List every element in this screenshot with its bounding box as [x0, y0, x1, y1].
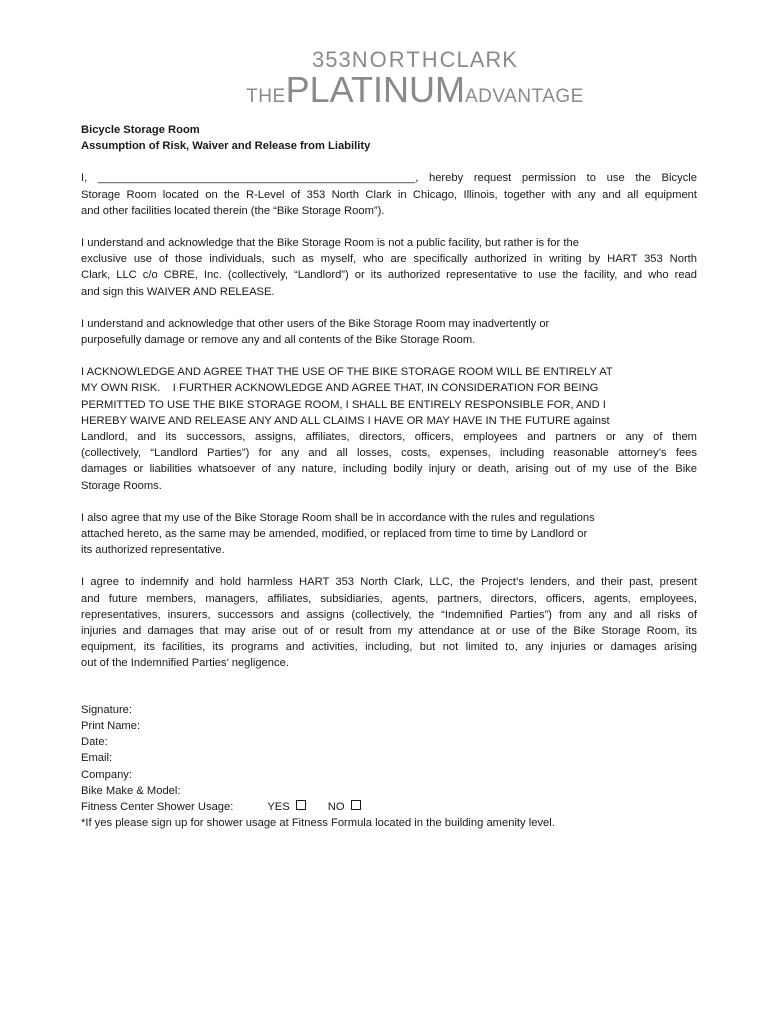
- shower-usage-label: Fitness Center Shower Usage:: [81, 800, 234, 813]
- paragraph-not-public: [81, 235, 697, 300]
- bike-make-model-field[interactable]: Bike Make & Model:: [81, 784, 181, 797]
- paragraph-indemnify: [81, 574, 697, 671]
- text-line: I, ___________________________________________________, hereby request permission to use the Bicycle: [81, 172, 697, 185]
- yes-label: YES: [267, 800, 290, 813]
- logo-the: THE: [246, 86, 286, 107]
- text-line: and sign this WAIVER AND RELEASE.: [81, 285, 275, 298]
- paragraph-rules: [81, 510, 697, 559]
- no-checkbox[interactable]: [351, 800, 361, 810]
- title-line-2: Assumption of Risk, Waiver and Release from Liability: [81, 140, 371, 153]
- text-line: out of the Indemnified Parties’ negligence.: [81, 657, 289, 670]
- text-line: representatives, insurers, successors and assigns (collectively, the “Indemnified Parties”) from any and all risks of: [81, 608, 697, 621]
- text-line: I also agree that my use of the Bike Storage Room shall be in accordance with the rules and regulations: [81, 511, 595, 524]
- signature-block: [81, 702, 697, 832]
- title-line-1: Bicycle Storage Room: [81, 124, 200, 136]
- company-field[interactable]: Company:: [81, 768, 132, 781]
- paragraph-acknowledge-risk: [81, 364, 697, 494]
- text-line: MY OWN RISK. I FURTHER ACKNOWLEDGE AND AGREE THAT, IN CONSIDERATION FOR BEING: [81, 382, 599, 395]
- yes-checkbox[interactable]: [296, 800, 306, 810]
- print-name-field[interactable]: Print Name:: [81, 719, 141, 732]
- shower-usage-row: [81, 799, 697, 815]
- text-line: Storage Rooms.: [81, 479, 162, 492]
- logo-platinum: PLATINUM: [285, 69, 465, 110]
- document-title: [81, 122, 697, 154]
- text-line: (collectively, “Landlord Parties”) for any and all losses, costs, expenses, including reasonable attorney’s fees: [81, 447, 697, 460]
- text-line: attached hereto, as the same may be amended, modified, or replaced from time to time by Landlord or: [81, 528, 588, 541]
- text-line: Landlord, and its successors, assigns, affiliates, directors, officers, employees and partners or any of them: [81, 431, 697, 444]
- email-field[interactable]: Email:: [81, 752, 113, 765]
- waiver-document: [81, 122, 697, 831]
- text-line: I understand and acknowledge that other users of the Bike Storage Room may inadvertently or: [81, 317, 550, 330]
- logo-advantage: ADVANTAGE: [464, 86, 584, 107]
- text-line: its authorized representative.: [81, 544, 225, 557]
- paragraph-other-users: [81, 316, 697, 348]
- shower-note: *If yes please sign up for shower usage at Fitness Formula located in the building amenity level.: [81, 817, 555, 830]
- text-line: injuries and damages that may arise out of or result from my attendance at or use of the Bike Storage Room, its: [81, 625, 697, 638]
- text-line: damages or liabilities whatsoever of any nature, including bodily injury or death, arising out of my use of the Bike: [81, 463, 697, 476]
- text-line: I agree to indemnify and hold harmless HART 353 North Clark, LLC, the Project’s lenders, and their past, present: [81, 576, 697, 589]
- text-line: I ACKNOWLEDGE AND AGREE THAT THE USE OF THE BIKE STORAGE ROOM WILL BE ENTIRELY AT: [81, 366, 613, 379]
- signature-field[interactable]: Signature:: [81, 703, 132, 716]
- logo: [0, 48, 770, 116]
- logo-north: NORTH: [351, 47, 440, 72]
- text-line: Clark, LLC c/o CBRE, Inc. (collectively, “Landlord”) or its authorized representative to use the facility, and who read: [81, 269, 697, 282]
- text-line: exclusive use of those individuals, such as myself, who are specifically authorized in writing by HART 353 North: [81, 253, 697, 266]
- text-line: I understand and acknowledge that the Bike Storage Room is not a public facility, but rather is for the: [81, 237, 579, 250]
- no-label: NO: [327, 800, 345, 813]
- text-line: purposefully damage or remove any and all contents of the Bike Storage Room.: [81, 334, 476, 347]
- text-line: HEREBY WAIVE AND RELEASE ANY AND ALL CLAIMS I HAVE OR MAY HAVE IN THE FUTURE against: [81, 414, 610, 427]
- logo-353: 353: [312, 47, 352, 72]
- logo-line-2: [60, 69, 770, 116]
- text-line: Storage Room located on the R-Level of 353 North Clark in Chicago, Illinois, together with any and all equipment: [81, 188, 697, 201]
- text-line: equipment, its facilities, its programs and activities, including, but not limited to, any injuries or damages arising: [81, 641, 697, 654]
- text-line: and other facilities located therein (the “Bike Storage Room”).: [81, 204, 385, 217]
- paragraph-request: [81, 170, 697, 219]
- text-line: PERMITTED TO USE THE BIKE STORAGE ROOM, I SHALL BE ENTIRELY RESPONSIBLE FOR, AND I: [81, 398, 606, 411]
- date-field[interactable]: Date:: [81, 736, 108, 749]
- logo-clark: CLARK: [439, 47, 518, 72]
- text-line: and future members, managers, affiliates, subsidiaries, agents, partners, directors, officers, agents, employees,: [81, 592, 697, 605]
